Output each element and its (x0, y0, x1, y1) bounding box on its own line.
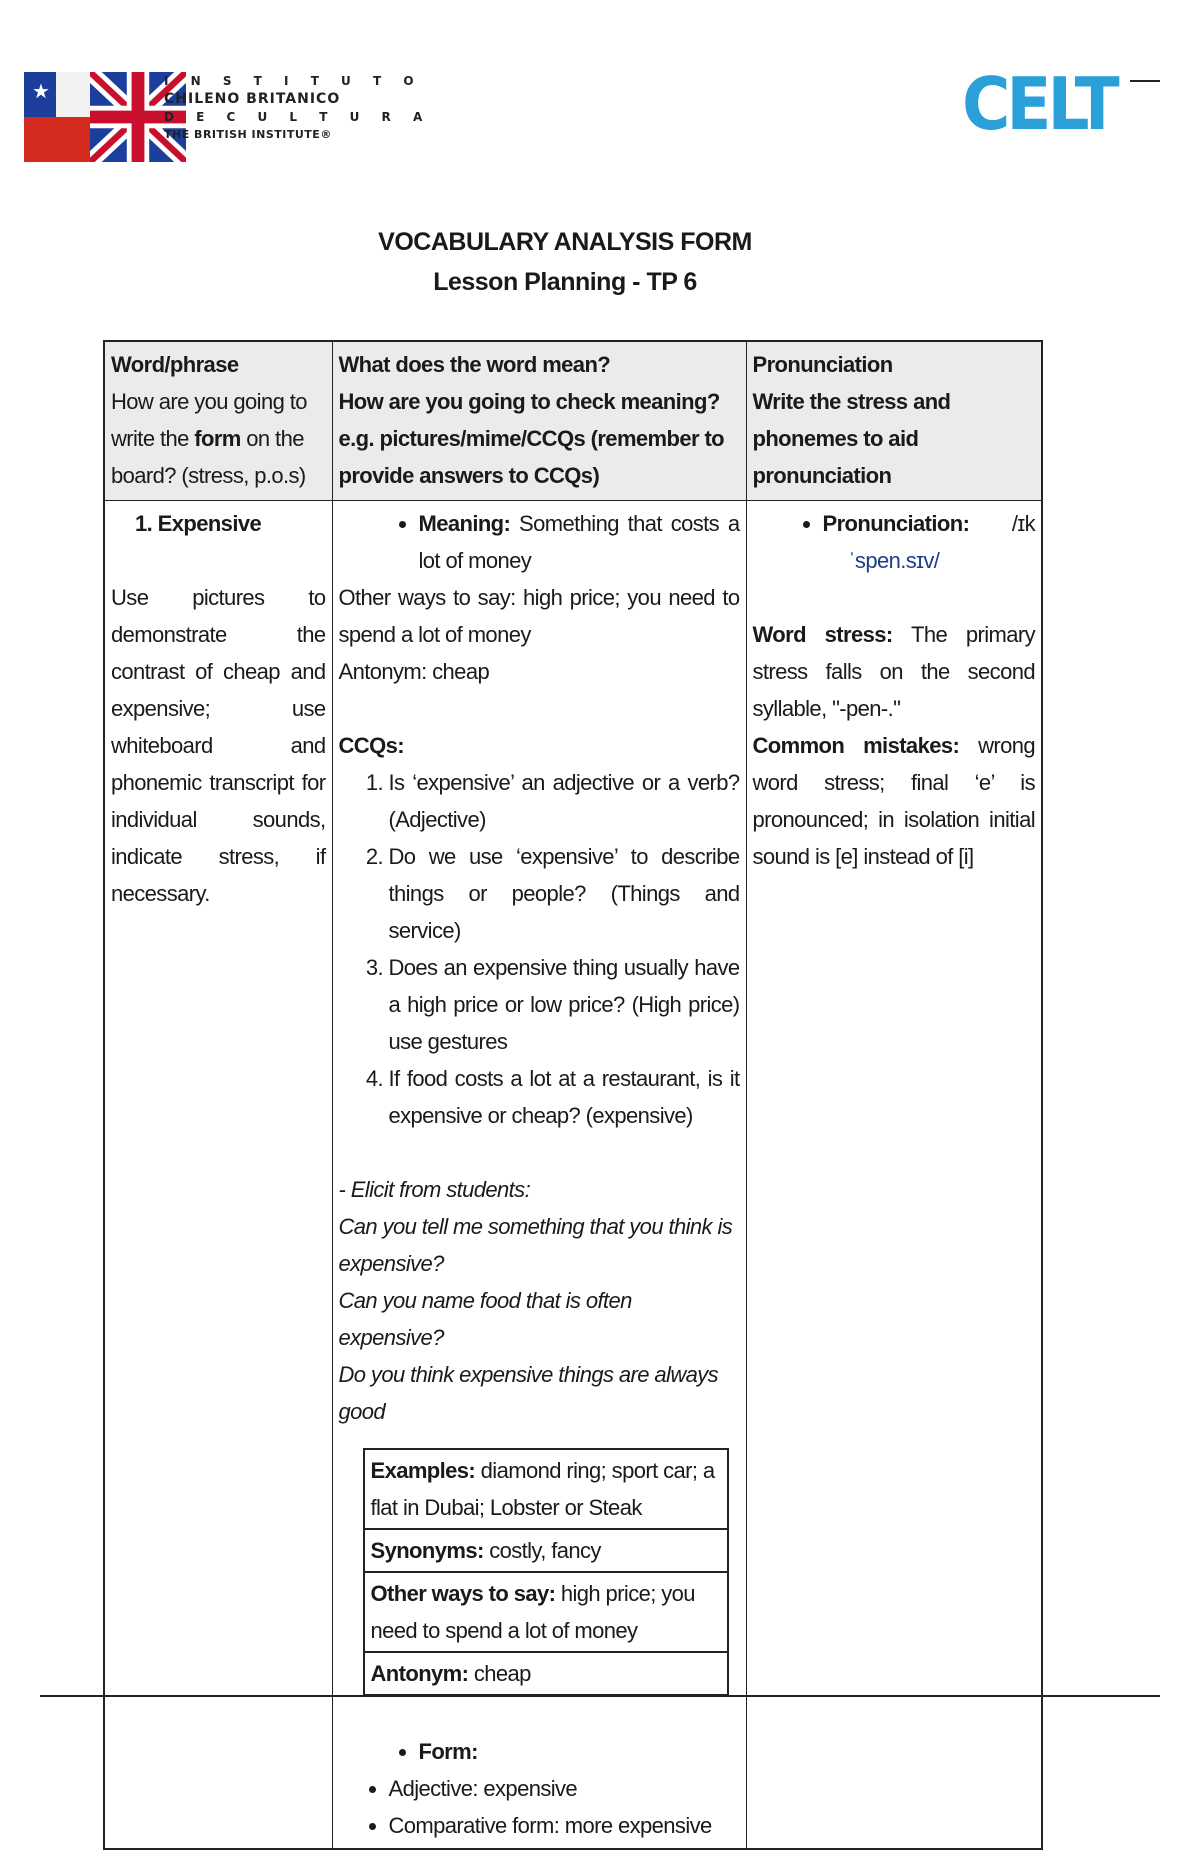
ccqs-label: CCQs: (338, 733, 404, 758)
ccq-list (339, 764, 740, 1134)
form-heading-list (339, 1733, 740, 1770)
word-stress (753, 616, 1036, 727)
header-pronunciation (746, 341, 1042, 501)
header-text: on the board? (stress, p.o.s) (111, 426, 306, 488)
mistakes-text: wrong word stress; final ‘e’ is pronounced; in isolation initial sound is [e] instead of [i] (752, 733, 1035, 869)
pron-item (823, 505, 1036, 542)
ccq-item: 4. If food costs a lot at a restaurant, is it expensive or cheap? (expensive) (389, 1060, 740, 1134)
form-item: • Comparative form: more expensive (389, 1807, 740, 1844)
meaning-item (419, 505, 740, 579)
pron-list (753, 505, 1036, 542)
common-mistakes (753, 727, 1036, 875)
chile-flag-icon: ★ (24, 72, 94, 162)
cell-pronunciation (746, 501, 1042, 1850)
box-label: Examples: (370, 1458, 476, 1483)
meaning-label: Meaning: (418, 511, 511, 536)
box-text: diamond ring; sport car; a flat in Dubai; Lobster or Steak (370, 1458, 715, 1520)
vocabulary-table (103, 340, 1043, 1850)
logo-line: THE BRITISH INSTITUTE® (164, 128, 332, 141)
institute-logo (24, 72, 432, 162)
form-title: VOCABULARY ANALYSIS FORM (378, 228, 752, 256)
meaning-list (339, 505, 740, 579)
flags-emblem (24, 72, 164, 162)
logo-line: CHILENO BRITANICO (164, 91, 341, 107)
cell-meaning (332, 501, 746, 1850)
form-list (339, 1770, 740, 1844)
elicit-question: Can you name food that is often expensive? (338, 1288, 632, 1350)
pron-ipa-start: /ɪk (1011, 511, 1035, 536)
cell-word (104, 501, 332, 1850)
header-title: Pronunciation (752, 352, 893, 377)
footer-rule (40, 1695, 1160, 1697)
box-label: Other ways to say: (370, 1581, 556, 1606)
header-bold: form (194, 426, 241, 451)
meaning-text: Something that costs a lot of money (418, 511, 740, 573)
elicit-question: Do you think expensive things are always good (338, 1362, 719, 1424)
pron-ipa: ˈspen.sɪv/ (848, 548, 940, 573)
box-text: cheap (468, 1661, 531, 1686)
other-ways: Other ways to say: high price; you need to spend a lot of money (338, 585, 740, 647)
form-label: • Form: (419, 1733, 740, 1770)
stress-text: The primary stress falls on the second syllable, "-pen-." (752, 622, 1035, 721)
word-note: Use pictures to demonstrate the contrast of cheap and expensive; use whiteboard and phonemic transcript for individual sounds, indicate stress, if necessary. (111, 585, 326, 906)
header-word-phrase (104, 341, 332, 501)
antonym: Antonym: cheap (338, 659, 490, 684)
header-title: Word/phrase (111, 352, 239, 377)
ccq-item: 2. Do we use ‘expensive’ to describe things or people? (Things and service) (389, 838, 740, 949)
box-row (364, 1652, 728, 1695)
box-text: costly, fancy (483, 1538, 601, 1563)
header-text: How are you going to check meaning? e.g. pictures/mime/CCQs (remember to provide answers to CCQs) (338, 389, 725, 488)
pron-label: Pronunciation: (822, 511, 970, 536)
elicit-label: - Elicit from students: (338, 1177, 531, 1202)
celt-logo: CELT (962, 62, 1116, 147)
box-row (364, 1572, 728, 1652)
logo-line: I N S T I T U T O (164, 74, 423, 88)
header-text: Write the stress and phonemes to aid pronunciation (752, 389, 951, 488)
box-row (364, 1529, 728, 1572)
ccq-item: 1. Is ‘expensive’ an adjective or a verb? (Adjective) (389, 764, 740, 838)
stress-label: Word stress: (752, 622, 893, 647)
header-text: How are you going to write the (111, 389, 307, 451)
mistakes-label: Common mistakes: (752, 733, 960, 758)
box-text: high price; you need to spend a lot of money (370, 1581, 695, 1643)
minus-icon (1130, 80, 1160, 82)
elicit-question: Can you tell me something that you think is expensive? (338, 1214, 733, 1276)
form-item: • Adjective: expensive (389, 1770, 740, 1807)
box-row (364, 1449, 728, 1529)
ccq-item: 3. Does an expensive thing usually have a high price or low price? (High price) use gestures (389, 949, 740, 1060)
header-title: What does the word mean? (338, 352, 611, 377)
box-label: Antonym: (370, 1661, 469, 1686)
header-meaning (332, 341, 746, 501)
word-entry: 1. Expensive (135, 511, 262, 536)
logo-line: D E C U L T U R A (164, 110, 432, 124)
form-subtitle: Lesson Planning - TP 6 (433, 268, 697, 296)
examples-box (363, 1448, 729, 1696)
box-label: Synonyms: (370, 1538, 484, 1563)
institute-name (164, 72, 432, 144)
